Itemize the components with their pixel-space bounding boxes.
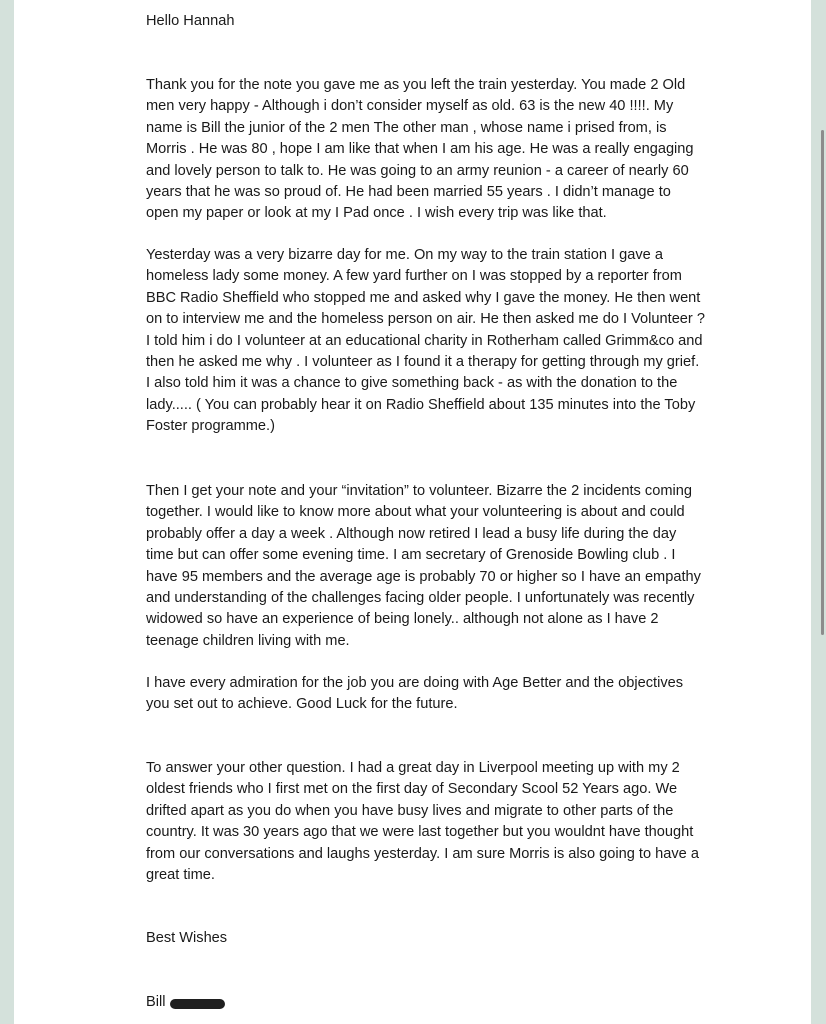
paragraph-volunteer-invitation: Then I get your note and your “invitation” to volunteer. Bizarre the 2 incidents coming together. I would like to know more about what your volunteering is about and could probably offer a day a week . Although now retired I lead a busy life during the day time but can offer some evening time. I am secretary of Grenoside Bowling club . I have 95 members and the average age is probably 70 or higher so I have an empathy and understanding of the challenges facing older people. I unfortunately was recently widowed so have an experience of being lonely.. although not alone as I have 2 teenage children living with me. [146, 483, 701, 649]
signature-name: Bill [146, 994, 166, 1010]
paragraph-radio-interview: Yesterday was a very bizarre day for me. On my way to the train station I gave a homeless lady some money. A few yard further on I was stopped by a reporter from BBC Radio Sheffield who stopped me and asked why I gave the money. He then went on to interview me and the homeless person on air. He then asked me do I Volunteer ? I told him i do I volunteer at an educational charity in Rotherham called Grimm&co and then he asked me why . I volunteer as I found it a therapy for getting through my grief. I also told him it was a chance to give something back - as with the donation to the lady..... ( You can probably hear it on Radio Sheffield about 135 minutes into the Toby Foster programme.) [146, 247, 705, 435]
scrollbar[interactable] [821, 130, 824, 635]
greeting: Hello Hannah [146, 13, 235, 29]
signature-line [146, 992, 225, 1013]
paragraph-age-better: I have every admiration for the job you are doing with Age Better and the objectives you set out to achieve. Good Luck for the future. [146, 675, 684, 713]
paragraph-train-note: Thank you for the note you gave me as you left the train yesterday. You made 2 Old men very happy - Although i don’t consider myself as old. 63 is the new 40 !!!!. My name is Bill the junior of the 2 men The other man , whose name i prised from, is Morris . He was 80 , hope I am like that when I am his age. He was a really engaging and lovely person to talk to. He was going to an army reunion - a career of nearly 60 years that he was so proud of. He had been married 55 years . I didn’t manage to open my paper or look at my I Pad once . I wish every trip was like that. [146, 77, 694, 222]
document-page [14, 0, 811, 1024]
redacted-surname [170, 999, 225, 1009]
closing: Best Wishes [146, 930, 228, 946]
paragraph-liverpool: To answer your other question. I had a great day in Liverpool meeting up with my 2 oldest friends who I first met on the first day of Secondary Scool 52 Years ago. We drifted apart as you do when you have busy lives and migrate to other parts of the country. It was 30 years ago that we were last together but you wouldnt have thought from our conversations and laughs yesterday. I am sure Morris is also going to have a great time. [146, 760, 699, 884]
